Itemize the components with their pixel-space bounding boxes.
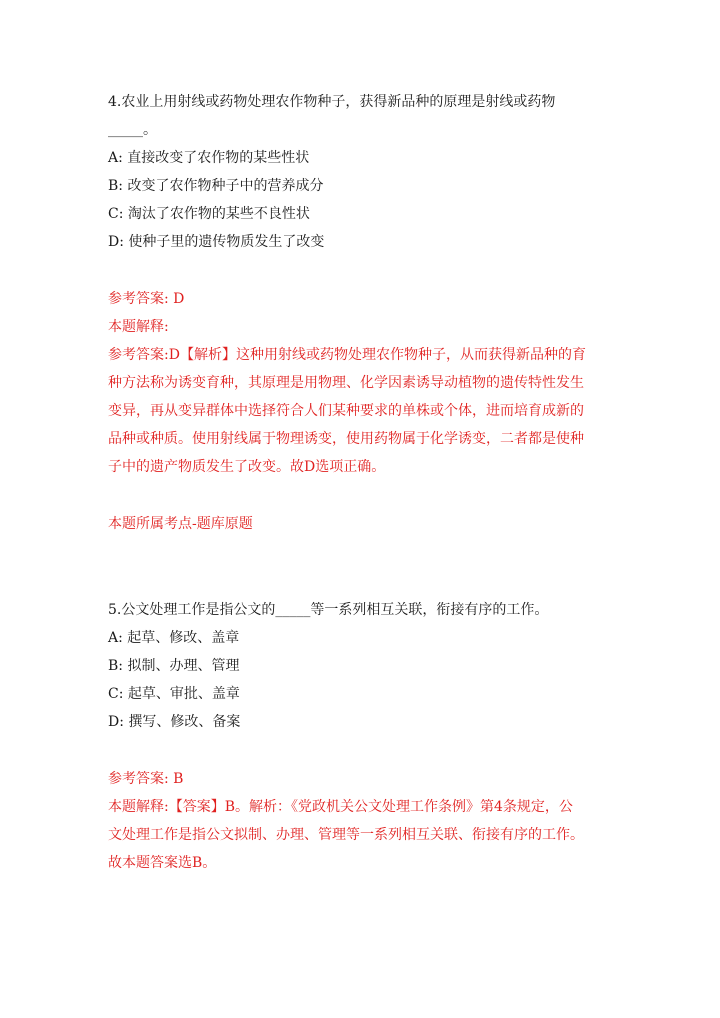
q4-explanation-line: 品种或种质。使用射线属于物理诱变，使用药物属于化学诱变，二者都是使种 — [108, 431, 584, 447]
q4-stem-line1: 4.农业上用射线或药物处理农作物种子，获得新品种的原理是射线或药物 — [108, 94, 556, 110]
q4-explanation-line: 变异，再从变异群体中选择符合人们某种要求的单株或个体，进而培育成新的 — [108, 403, 584, 419]
q4-category: 本题所属考点-题库原题 — [108, 516, 253, 532]
q5-explanation-line: 本题解释:【答案】B。解析：《党政机关公文处理工作条例》第4条规定，公 — [108, 799, 573, 815]
q5-explanation-line: 文处理工作是指公文拟制、办理、管理等一系列相互关联、衔接有序的工作。 — [108, 827, 584, 843]
q5-option-d: D: 撰写、修改、备案 — [108, 714, 241, 730]
q5-option-a: A: 起草、修改、盖章 — [108, 630, 240, 646]
q5-option-b: B: 拟制、办理、管理 — [108, 658, 240, 674]
q5-explanation-line: 故本题答案选B。 — [108, 855, 217, 871]
q5-answer: 参考答案: B — [108, 771, 184, 787]
q4-explanation-line: 参考答案:D【解析】这种用射线或药物处理农作物种子，从而获得新品种的育 — [108, 347, 586, 363]
q4-answer: 参考答案: D — [108, 291, 185, 307]
q4-option-d: D: 使种子里的遗传物质发生了改变 — [108, 234, 325, 250]
q4-explanation-line: 种方法称为诱变育种，其原理是用物理、化学因素诱导动植物的遗传特性发生 — [108, 375, 584, 391]
q4-option-c: C: 淘汰了农作物的某些不良性状 — [108, 206, 310, 222]
q4-stem-line2: _____。 — [108, 122, 157, 138]
q5-option-c: C: 起草、审批、盖章 — [108, 686, 240, 702]
q4-explanation-line: 子中的遗产物质发生了改变。故D选项正确。 — [108, 459, 386, 475]
q5-stem: 5.公文处理工作是指公文的_____等一系列相互关联，衔接有序的工作。 — [108, 602, 549, 618]
q4-explanation-label: 本题解释: — [108, 319, 169, 335]
q4-option-a: A: 直接改变了农作物的某些性状 — [108, 150, 310, 166]
q4-option-b: B: 改变了农作物种子中的营养成分 — [108, 178, 324, 194]
